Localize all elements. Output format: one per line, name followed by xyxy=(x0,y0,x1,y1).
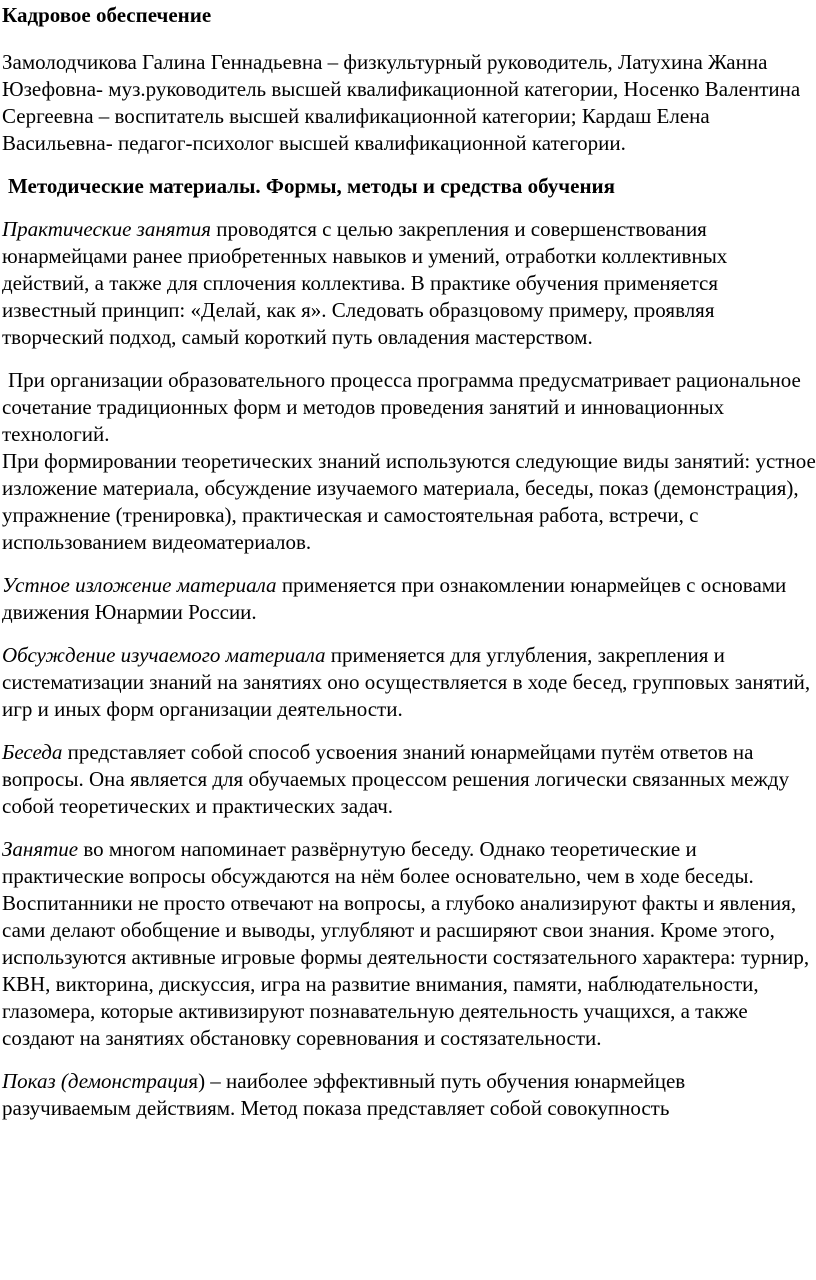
staff-paragraph: Замолодчикова Галина Геннадьевна – физкультурный руководитель, Латухина Жанна Юзефовна- муз.руководитель высшей квалификационной категории, Носенко Валентина Сергеевна – воспитатель высшей квалификационной категории; Кардаш Елена Васильевна- педагог-психолог высшей квалификационной категории. xyxy=(2,50,801,155)
practical-lessons-text: проводятся с целью закрепления и совершенствования юнармейцами ранее приобретенных навыков и умений, отработки коллективных действий, а также для сплочения коллектива. В практике обучения применяется известный принцип: «Делай, как я». Следовать образцовому примеру, проявляя творческий подход, самый короткий путь овладения мастерством. xyxy=(2,217,728,349)
organization-text: При организации образовательного процесса программа предусматривает рациональное сочетание традиционных форм и методов проведения занятий и инновационных технологий. xyxy=(2,368,801,446)
demonstration-term: Показ (демонстраци xyxy=(2,1069,189,1093)
practical-lessons-term: Практические занятия xyxy=(2,217,211,241)
heading-methodical-materials: Методические материалы. Формы, методы и средства обучения xyxy=(8,174,616,198)
lesson-term: Занятие xyxy=(2,837,79,861)
oral-presentation-text: применяется при ознакомлении юнармейцев с основами движения Юнармии России. xyxy=(2,573,787,624)
lesson-paragraph xyxy=(2,836,816,1052)
heading-staffing: Кадровое обеспечение xyxy=(2,3,212,27)
demonstration-paragraph xyxy=(2,1068,816,1122)
theory-paragraph: При формировании теоретических знаний используются следующие виды занятий: устное изложение материала, обсуждение изучаемого материала, беседы, показ (демонстрация), упражнение (тренировка), практическая и самостоятельная работа, встречи, с использованием видеоматериалов. xyxy=(2,449,816,554)
demonstration-term-tail: я xyxy=(188,1069,199,1093)
lesson-text: во многом напоминает развёрнутую беседу. Однако теоретические и практические вопросы обсуждаются на нём более основательно, чем в ходе беседы. Воспитанники не просто отвечают на вопросы, а глубоко анализируют факты и явления, сами делают обобщение и выводы, углубляют и расширяют свои знания. Кроме этого, используются активные игровые формы деятельности состязательного характера: турнир, КВН, викторина, дискуссия, игра на развитие внимания, памяти, наблюдательности, глазомера, которые активизируют познавательную деятельность учащихся, а также создают на занятиях обстановку соревнования и состязательности. xyxy=(2,837,810,1050)
oral-presentation-term: Устное изложение материала xyxy=(2,573,277,597)
practical-lessons-paragraph xyxy=(2,216,816,351)
discussion-text: применяется для углубления, закрепления и систематизации знаний на занятиях оно осуществляется в ходе бесед, групповых занятий, игр и иных форм организации деятельности. xyxy=(2,643,811,721)
oral-presentation-paragraph xyxy=(2,572,816,626)
organization-paragraph xyxy=(2,367,816,448)
conversation-text: представляет собой способ усвоения знаний юнармейцами путём ответов на вопросы. Она является для обучаемых процессом решения логически связанных между собой теоретических и практических задач. xyxy=(2,740,790,818)
discussion-term: Обсуждение изучаемого материала xyxy=(2,643,326,667)
discussion-paragraph xyxy=(2,642,816,723)
conversation-term: Беседа xyxy=(2,740,63,764)
demonstration-text: ) – наиболее эффективный путь обучения юнармейцев разучиваемым действиям. Метод показа представляет собой совокупность xyxy=(2,1069,686,1120)
conversation-paragraph xyxy=(2,739,816,820)
